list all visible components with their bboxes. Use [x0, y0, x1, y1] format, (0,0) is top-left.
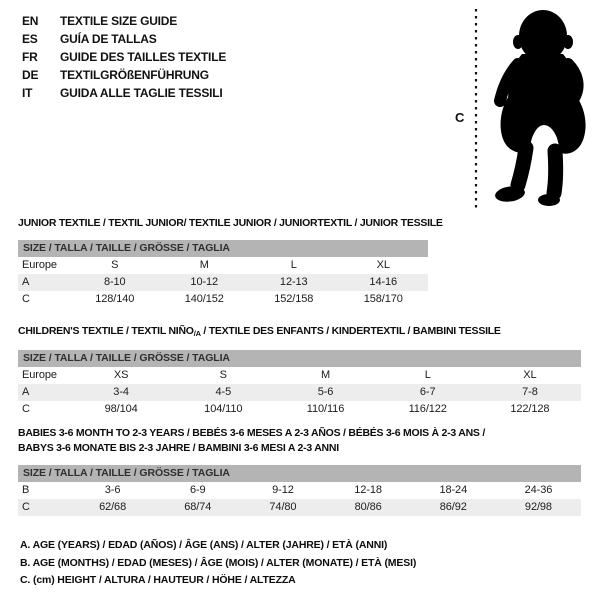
children-size-table — [18, 350, 581, 418]
size-header-band: SIZE / TALLA / TAILLE / GRÖSSE / TAGLIA — [18, 240, 428, 257]
title-text: CHILDREN'S TEXTILE / TEXTIL NIÑO — [18, 325, 194, 337]
row-label: C — [22, 501, 30, 513]
table-row — [18, 482, 581, 499]
language-label: GUIDE DES TAILLES TEXTILE — [60, 50, 227, 64]
section-title-line — [18, 324, 581, 341]
value-cell: 122/128 — [510, 403, 550, 415]
section-title-children — [18, 324, 581, 341]
language-list — [22, 12, 226, 102]
value-cell: 12-13 — [279, 276, 308, 288]
language-row — [22, 84, 226, 102]
baby-figure-graphic — [446, 4, 596, 216]
value-cell: 62/68 — [99, 501, 127, 513]
table-row — [18, 274, 428, 291]
value-cell: 110/116 — [306, 403, 345, 415]
footnote-line: A. AGE (YEARS) / EDAD (AÑOS) / ÂGE (ANS) / ALTER (JAHRE) / ETÀ (ANNI) — [20, 539, 388, 551]
value-cell: 9-12 — [272, 484, 294, 496]
junior-size-table — [18, 240, 428, 308]
footnotes — [20, 537, 416, 590]
value-cell: 6-9 — [189, 484, 206, 496]
value-cell: 5-6 — [317, 386, 334, 398]
language-label: GUÍA DE TALLAS — [60, 32, 157, 46]
table-rows — [18, 482, 581, 516]
table-rows — [18, 257, 428, 308]
value-cell: L — [424, 369, 431, 381]
value-cell: 158/170 — [363, 293, 403, 305]
language-label: TEXTILGRÖßENFÜHRUNG — [60, 68, 209, 82]
language-code: ES — [22, 32, 38, 46]
table-row — [18, 257, 428, 274]
value-cell: 68/74 — [184, 501, 212, 513]
value-cell: 98/104 — [104, 403, 138, 415]
table-row — [18, 499, 581, 516]
row-label: Europe — [22, 259, 57, 271]
title-text: JUNIOR TEXTILE / TEXTIL JUNIOR/ TEXTILE JUNIOR / JUNIORTEXTIL / JUNIOR TESSILE — [18, 217, 443, 229]
babies-size-table — [18, 465, 581, 516]
language-code: EN — [22, 14, 39, 28]
value-cell: 3-4 — [113, 386, 129, 398]
value-cell: S — [111, 259, 119, 271]
size-header-band: SIZE / TALLA / TAILLE / GRÖSSE / TAGLIA — [18, 465, 581, 482]
value-cell: 7-8 — [522, 386, 538, 398]
value-cell: S — [219, 369, 227, 381]
value-cell: 6-7 — [419, 386, 436, 398]
row-label: B — [22, 484, 30, 496]
value-cell: 24-36 — [524, 484, 553, 496]
language-row — [22, 12, 226, 30]
language-code: IT — [22, 86, 33, 100]
value-cell: 8-10 — [103, 276, 126, 288]
value-cell: 10-12 — [190, 276, 219, 288]
baby-silhouette-icon — [494, 10, 585, 206]
value-cell: XS — [113, 369, 129, 381]
table-row — [18, 401, 581, 418]
row-label: Europe — [22, 369, 57, 381]
section-title-line — [18, 216, 443, 231]
value-cell: 104/110 — [204, 403, 243, 415]
value-cell: XL — [523, 369, 537, 381]
footnote-line: C. (cm) HEIGHT / ALTURA / HAUTEUR / HÖHE / ALTEZZA — [20, 574, 296, 586]
row-label: A — [22, 276, 30, 288]
table-row — [18, 367, 581, 384]
footnote-line: B. AGE (MONTHS) / EDAD (MESES) / ÂGE (MOIS) / ALTER (MONATE) / ETÀ (MESI) — [20, 556, 417, 569]
value-cell: 12-18 — [354, 484, 382, 496]
value-cell: L — [290, 259, 297, 271]
row-label: A — [22, 386, 30, 398]
babies-textile-section — [18, 426, 581, 516]
value-cell: 152/158 — [274, 293, 314, 305]
value-cell: M — [320, 369, 331, 381]
value-cell: 140/152 — [184, 293, 224, 305]
value-cell: 74/80 — [269, 501, 297, 513]
value-cell: M — [199, 259, 209, 271]
baby-figure — [446, 4, 596, 216]
children-textile-section — [18, 324, 581, 418]
language-row — [22, 30, 226, 48]
table-row — [18, 384, 581, 401]
row-label: C — [22, 293, 30, 305]
value-cell: 14-16 — [369, 276, 398, 288]
measure-label-c: C — [455, 110, 465, 125]
value-cell: 128/140 — [95, 293, 135, 305]
title-text: /A — [193, 329, 201, 338]
junior-textile-section — [18, 216, 443, 308]
table-rows — [18, 367, 581, 418]
language-label: TEXTILE SIZE GUIDE — [60, 14, 178, 28]
language-row — [22, 66, 226, 84]
section-title-babies — [18, 426, 581, 456]
value-cell: 18-24 — [439, 484, 468, 496]
title-text: BABYS 3-6 MONATE BIS 2-3 JAHRE / BAMBINI 3-6 MESI A 2-3 ANNI — [18, 442, 339, 454]
language-label: GUIDA ALLE TAGLIE TESSILI — [60, 86, 223, 100]
row-label: C — [22, 403, 30, 415]
value-cell: 3-6 — [104, 484, 121, 496]
value-cell: 80/86 — [354, 501, 382, 513]
title-text: BABIES 3-6 MONTH TO 2-3 YEARS / BEBÉS 3-6 MESES A 2-3 AÑOS / BÉBÉS 3-6 MOIS À 2-3 ANS / — [18, 427, 486, 439]
section-title-line — [18, 426, 581, 441]
value-cell: 116/122 — [408, 403, 447, 415]
table-row — [18, 291, 428, 308]
section-title-line — [18, 441, 581, 456]
value-cell: 92/98 — [524, 501, 552, 513]
language-row — [22, 48, 226, 66]
value-cell: XL — [376, 259, 390, 271]
section-title-junior — [18, 216, 443, 231]
size-header-band: SIZE / TALLA / TAILLE / GRÖSSE / TAGLIA — [18, 350, 581, 367]
language-code: FR — [22, 50, 38, 64]
value-cell: 86/92 — [439, 501, 467, 513]
language-code: DE — [22, 68, 39, 82]
title-text: / TEXTILE DES ENFANTS / KINDERTEXTIL / BAMBINI TESSILE — [200, 325, 501, 337]
value-cell: 4-5 — [215, 386, 232, 398]
